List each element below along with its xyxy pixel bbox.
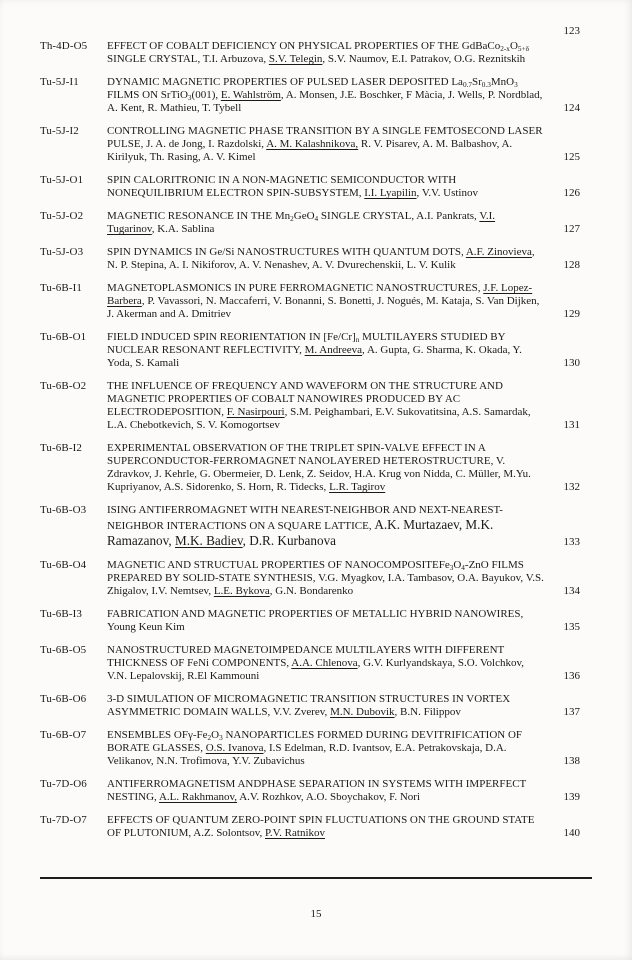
text-segment: EFFECT OF COBALT DEFICIENCY ON PHYSICAL PROPERTIES OF THE GdBaCo xyxy=(107,40,501,52)
page-number: 136 xyxy=(563,670,580,682)
entry-title-authors xyxy=(107,76,545,115)
text-segment: (001), xyxy=(191,89,221,101)
text-segment: FABRICATION AND MAGNETIC PROPERTIES OF METALLIC HYBRID NANOWIRES, Young Keun Kim xyxy=(107,608,524,633)
text-segment: O xyxy=(453,559,462,571)
presenting-author: 3 xyxy=(514,80,518,89)
entry-title-authors xyxy=(107,331,545,370)
entry-title-authors xyxy=(107,729,545,768)
text-segment: MAGNETOPLASMONICS IN PURE FERROMAGNETIC NANOSTRUCTURES, xyxy=(107,282,484,294)
text-segment: , S.M. Peighambari, E.V. Sukovatitsina, A.S. Samardak, L.A. Chebotkevich, S. V. Komogortsev xyxy=(107,406,531,431)
text-segment: , G.V. Kurlyandskaya, S.O. Volchkov, V.N. Lepalovskij, R.El Kammouni xyxy=(107,657,525,682)
presenting-author: 0.7 xyxy=(462,80,472,89)
text-segment: EFFECTS OF QUANTUM ZERO-POINT SPIN FLUCTUATIONS ON THE GROUND STATE OF PLUTONIUM, A.Z. Solontsov, xyxy=(107,814,535,839)
toc-entry xyxy=(40,76,580,115)
entry-title-authors xyxy=(107,814,545,840)
session-code: Tu-6B-I3 xyxy=(40,608,82,620)
text-segment: A.V. Rozhkov, A.O. Sboychakov, F. Nori xyxy=(237,791,421,803)
page-number: 131 xyxy=(563,419,580,431)
text-segment: -ZnO FILMS PREPARED BY SOLID-STATE SYNTHESIS, V.G. Myagkov, I.A. Tambasov, O.A. Bayukov, V.S. Zhigalov, I.V. Nemtsev, xyxy=(107,559,544,597)
text-segment: SINGLE CRYSTAL, T.I. Arbuzova, xyxy=(107,53,269,65)
page-number-cell xyxy=(545,125,580,164)
page-number-cell xyxy=(545,282,580,321)
page-number: 123 xyxy=(563,25,580,37)
page-number: 127 xyxy=(563,223,580,235)
presenting-author: 4 xyxy=(314,214,319,223)
session-code: Tu-6B-O2 xyxy=(40,380,87,392)
entry-title-authors xyxy=(107,442,545,494)
page-number: 138 xyxy=(563,755,580,767)
page-number: 124 xyxy=(563,102,580,114)
session-code: Tu-6B-I2 xyxy=(40,442,82,454)
entry-title-authors xyxy=(107,644,545,683)
text-segment: , N. P. Stepina, A. I. Nikiforov, A. V. Nenashev, A. V. Dvurechenskii, L. V. Kulik xyxy=(107,246,535,271)
text-segment: SPIN DYNAMICS IN Ge/Si NANOSTRUCTURES WITH QUANTUM DOTS, xyxy=(107,246,466,258)
text-segment: , K.A. Sablina xyxy=(151,223,215,235)
text-segment: SPIN CALORITRONIC IN A NON-MAGNETIC SEMICONDUCTOR WITH NONEQUILIBRIUM ELECTRON SPIN-SUBSYSTEM, xyxy=(107,174,457,199)
presenting-author: 4 xyxy=(461,563,465,572)
session-code: Tu-5J-I1 xyxy=(40,76,79,88)
toc-entry xyxy=(40,644,580,683)
text-segment: MnO xyxy=(490,76,515,88)
page-number: 134 xyxy=(563,585,580,597)
page-number: 132 xyxy=(563,481,580,493)
page-number-cell xyxy=(545,814,580,840)
session-code: Tu-5J-O3 xyxy=(40,246,84,258)
presenting-author: V.I. Tugarinov xyxy=(107,210,496,235)
entry-title-authors xyxy=(107,559,545,598)
page-number-cell xyxy=(545,693,580,719)
text-segment: GeO xyxy=(293,210,315,222)
session-code: Tu-6B-O1 xyxy=(40,331,87,343)
session-code: Tu-5J-I2 xyxy=(40,125,79,137)
text-segment: MAGNETIC AND STRUCTUAL PROPERTIES OF NANOCOMPOSITEFe xyxy=(107,559,450,571)
text-segment: R. V. Pisarev, A. M. Balbashov, A. Kirilyuk, Th. Rasing, A. V. Kimel xyxy=(107,138,513,163)
text-segment: NANOPARTICLES FORMED DURING DEVITRIFICATION OF BORATE GLASSES, xyxy=(107,729,523,754)
page-number-cell xyxy=(545,644,580,683)
text-segment: 3-D SIMULATION OF MICROMAGNETIC TRANSITION STRUCTURES IN VORTEX ASYMMETRIC DOMAIN WALLS, V.V. Zverev, xyxy=(107,693,511,718)
page-number: 135 xyxy=(563,621,580,633)
text-segment: Sr xyxy=(472,76,482,88)
presenting-author: E. Wahlström xyxy=(220,89,281,101)
presenting-author: J.F. Lopez-Barbera xyxy=(107,282,533,307)
presenting-author: 2 xyxy=(207,733,212,742)
entry-title-authors xyxy=(107,246,545,272)
page-number-cell xyxy=(545,210,580,236)
page-number-cell xyxy=(545,76,580,115)
page-number-cell xyxy=(545,174,580,200)
toc-entry xyxy=(40,174,580,200)
page-number: 128 xyxy=(563,259,580,271)
entry-title-authors xyxy=(107,380,545,432)
entries-list xyxy=(40,25,580,840)
page-number-cell xyxy=(545,559,580,598)
text-segment: , G.N. Bondarenko xyxy=(269,585,354,597)
toc-entry xyxy=(40,442,580,494)
text-segment: ISING ANTIFERROMAGNET WITH NEAREST-NEIGHBOR AND NEXT-NEAREST-NEIGHBOR INTERACTIONS ON A SQUARE LATTICE, xyxy=(107,504,503,532)
toc-entry xyxy=(40,608,580,634)
toc-entry xyxy=(40,778,580,804)
text-segment: , V.V. Ustinov xyxy=(416,187,478,199)
presenting-author: 5+δ xyxy=(517,44,530,53)
presenting-author: P.V. Ratnikov xyxy=(265,827,326,839)
page-number: 140 xyxy=(563,827,580,839)
text-segment: O xyxy=(211,729,220,741)
footer-page-number: 15 xyxy=(310,908,322,920)
text-segment: SINGLE CRYSTAL, A.I. Pankrats, xyxy=(318,210,480,222)
text-segment: ANTIFERROMAGNETISM ANDPHASE SEPARATION IN SYSTEMS WITH IMPERFECT NESTING, xyxy=(107,778,527,803)
page-number-cell xyxy=(545,246,580,272)
text-segment: MAGNETIC RESONANCE IN THE Mn xyxy=(107,210,291,222)
entry-title-authors xyxy=(107,174,545,200)
text-segment: , S.V. Naumov, E.I. Patrakov, O.G. Reznitskih xyxy=(322,53,526,65)
presenting-author: L.R. Tagirov xyxy=(329,481,386,493)
page-number-cell xyxy=(545,442,580,494)
text-segment: CONTROLLING MAGNETIC PHASE TRANSITION BY A SINGLE FEMTOSECOND LASER PULSE, J. A. de Jong, I. Razdolski, xyxy=(107,125,543,150)
session-code: Tu-7D-O6 xyxy=(40,778,87,790)
page-number-cell xyxy=(545,25,580,66)
presenting-author: S.V. Telegin xyxy=(268,53,323,65)
presenting-author: 3 xyxy=(219,733,223,742)
page-number-cell xyxy=(545,608,580,634)
text-segment: THE INFLUENCE OF FREQUENCY AND WAVEFORM ON THE STRUCTURE AND MAGNETIC PROPERTIES OF COBALT NANOWIRES PRODUCED BY AC ELECTRODEPOSITION, xyxy=(107,380,503,418)
text-segment: FILMS ON SrTiO xyxy=(107,89,188,101)
page-number: 130 xyxy=(563,357,580,369)
presenting-author: F. Nasirpouri xyxy=(226,406,285,418)
footer-divider xyxy=(40,877,592,879)
text-segment: , B.N. Filippov xyxy=(394,706,461,718)
page-number: 126 xyxy=(563,187,580,199)
entry-title-authors xyxy=(107,125,545,164)
presenting-author: 2 xyxy=(290,214,294,223)
session-code: Tu-5J-O1 xyxy=(40,174,84,186)
text-segment: , D.R. Kurbanova xyxy=(242,533,337,548)
toc-entry xyxy=(40,504,580,549)
presenting-author: 3 xyxy=(187,93,192,102)
page-number: 125 xyxy=(563,151,580,163)
page-number: 133 xyxy=(563,536,580,548)
page-number: 137 xyxy=(563,706,580,718)
session-code: Th-4D-O5 xyxy=(40,40,88,52)
entry-title-authors xyxy=(107,693,545,719)
toc-entry xyxy=(40,729,580,768)
presenting-author: 3 xyxy=(449,563,454,572)
toc-entry xyxy=(40,210,580,236)
presenting-author: I.I. Lyapilin xyxy=(364,187,417,199)
page-number-cell xyxy=(545,729,580,768)
entry-title-authors xyxy=(107,778,545,804)
text-segment: , A. Monsen, J.E. Boschker, F Màcia, J. Wells, P. Nordblad, A. Kent, R. Mathieu, T. Tybell xyxy=(107,89,543,114)
toc-entry xyxy=(40,25,580,66)
entry-title-authors xyxy=(107,40,545,66)
text-segment: DYNAMIC MAGNETIC PROPERTIES OF PULSED LASER DEPOSITED La xyxy=(107,76,463,88)
text-segment: EXPERIMENTAL OBSERVATION OF THE TRIPLET SPIN-VALVE EFFECT IN A SUPERCONDUCTOR-FERROMAGNET NANOLAYERED HETEROSTRUCTURE, V. Zdravkov, J. Kehrle, G. Obermeier, D. Lenk, Z. Seidov, H.A. Krug von Nidda, C. Müller, M.Yu. Kupriyanov, A.S. Sidorenko, S. Horn, R. Tidecks, xyxy=(107,442,531,493)
text-segment: FIELD INDUCED SPIN REORIENTATION IN [Fe/Cr] xyxy=(107,331,356,343)
session-code: Tu-7D-O7 xyxy=(40,814,87,826)
presenting-author: M.K. Badiev xyxy=(174,533,243,548)
session-code: Tu-5J-O2 xyxy=(40,210,84,222)
text-segment: A.K. Murtazaev, M.K. Ramazanov, xyxy=(107,517,494,548)
text-segment: , I.S Edelman, R.D. Ivantsov, E.A. Petrakovskaja, D.A. Velikanov, N.N. Trofimova, Y.V. Zubavichus xyxy=(107,742,507,767)
entry-title-authors xyxy=(107,210,545,236)
toc-entry xyxy=(40,693,580,719)
text-segment: MULTILAYERS STUDIED BY NUCLEAR RESONANT REFLECTIVITY, xyxy=(107,331,506,356)
presenting-author: 0.3 xyxy=(481,80,491,89)
session-code: Tu-6B-O6 xyxy=(40,693,87,705)
entry-title-authors xyxy=(107,504,545,549)
text-segment: , A. Gupta, G. Sharma, K. Okada, Y. Yoda, S. Kamali xyxy=(107,344,522,369)
text-segment: O xyxy=(509,40,518,52)
entry-title-authors xyxy=(107,282,545,321)
toc-entry xyxy=(40,380,580,432)
presenting-author: A.F. Zinovieva xyxy=(465,246,532,258)
page-number-cell xyxy=(545,331,580,370)
session-code: Tu-6B-O4 xyxy=(40,559,87,571)
toc-entry xyxy=(40,125,580,164)
session-code: Tu-6B-O5 xyxy=(40,644,87,656)
toc-entry xyxy=(40,331,580,370)
session-code: Tu-6B-O7 xyxy=(40,729,87,741)
presenting-author: 2-x xyxy=(500,44,510,53)
presenting-author: A.L. Rakhmanov, xyxy=(158,791,238,803)
presenting-author: O.S. Ivanova xyxy=(205,742,264,754)
page-number-cell xyxy=(545,778,580,804)
text-segment: , P. Vavassori, N. Maccaferri, V. Bonanni, S. Bonetti, J. Nogués, M. Kataja, S. Van Dijken, J. Akerman and A. Dmitriev xyxy=(107,295,540,320)
page-number-cell xyxy=(545,504,580,549)
toc-entry xyxy=(40,246,580,272)
presenting-author: M.N. Dubovik xyxy=(330,706,395,718)
session-code: Tu-6B-I1 xyxy=(40,282,82,294)
text-segment: NANOSTRUCTURED MAGNETOIMPEDANCE MULTILAYERS WITH DIFFERENT THICKNESS OF FeNi COMPONENTS, xyxy=(107,644,505,669)
page-number: 129 xyxy=(563,308,580,320)
text-segment: ENSEMBLES OFγ-Fe xyxy=(107,729,208,741)
toc-entry xyxy=(40,559,580,598)
presenting-author: A.A. Chlenova xyxy=(291,657,358,669)
presenting-author: n xyxy=(355,335,360,344)
page-number-cell xyxy=(545,380,580,432)
session-code: Tu-6B-O3 xyxy=(40,504,87,516)
page-number: 139 xyxy=(563,791,580,803)
presenting-author: L.E. Bykova xyxy=(213,585,270,597)
presenting-author: A. M. Kalashnikova, xyxy=(266,138,359,150)
toc-entry xyxy=(40,282,580,321)
toc-entry xyxy=(40,814,580,840)
presenting-author: M. Andreeva xyxy=(304,344,363,356)
entry-title-authors xyxy=(107,608,545,634)
